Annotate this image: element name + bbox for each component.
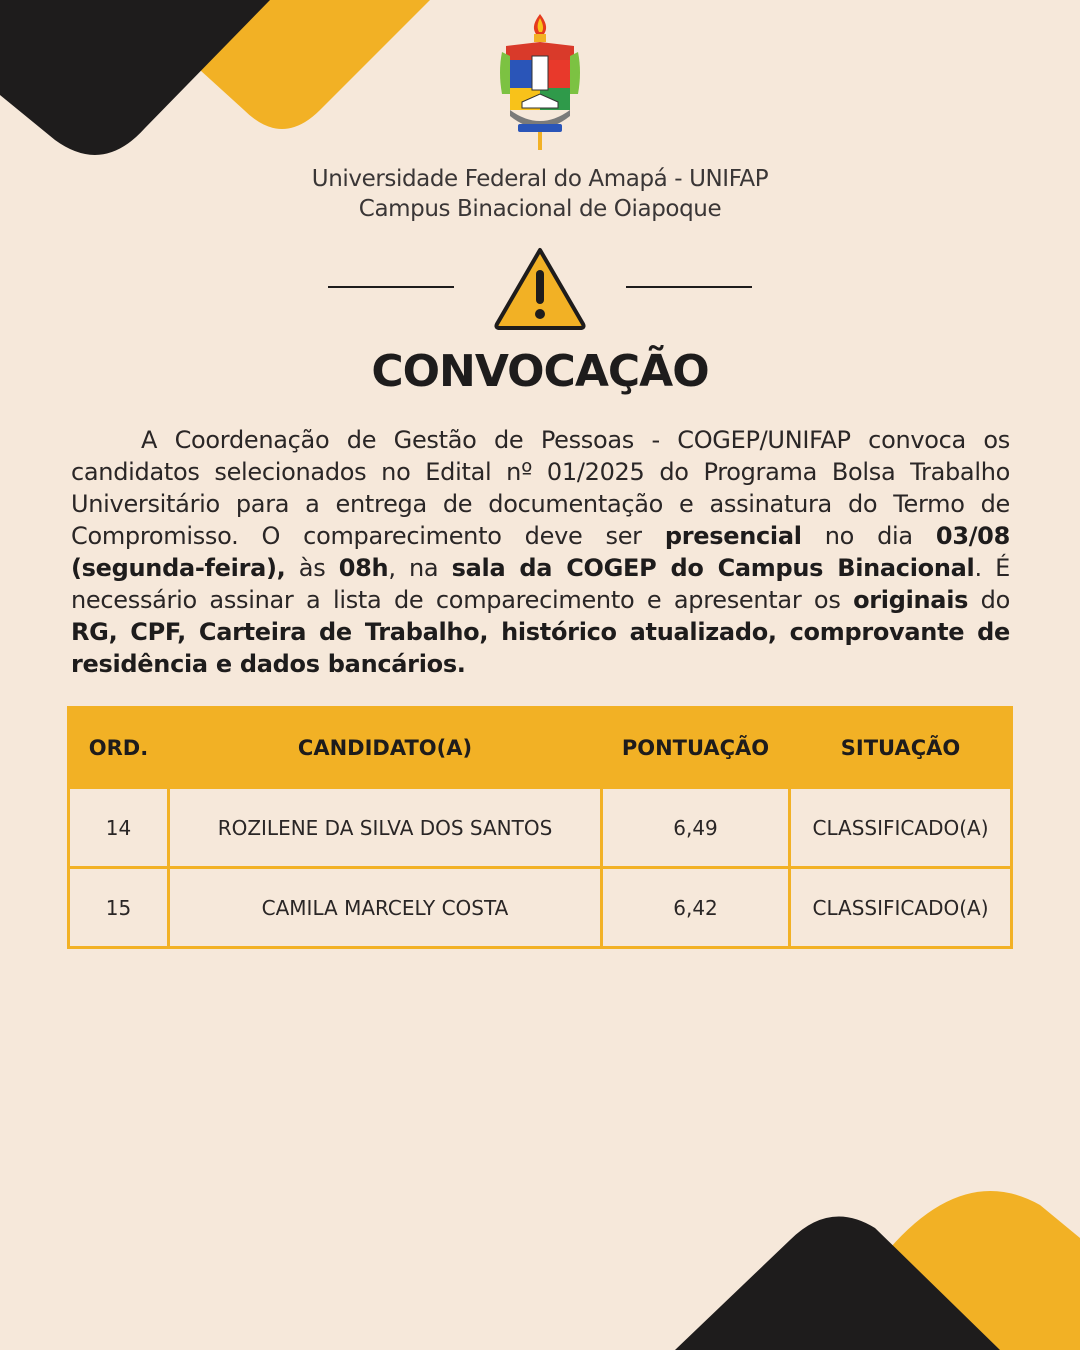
header-ord: ORD. xyxy=(69,708,169,788)
cell-status: CLASSIFICADO(A) xyxy=(790,868,1012,948)
header-candidate: CANDIDATO(A) xyxy=(169,708,602,788)
divider-right xyxy=(626,286,752,288)
page-title: CONVOCAÇÃO xyxy=(371,346,709,397)
table-row xyxy=(69,868,1012,948)
cell-score: 6,42 xyxy=(602,868,790,948)
divider-left xyxy=(328,286,454,288)
institution-header xyxy=(0,164,1080,224)
campus-name: Campus Binacional de Oiapoque xyxy=(358,196,722,222)
table-row xyxy=(69,788,1012,868)
header-status: SITUAÇÃO xyxy=(790,708,1012,788)
cell-status: CLASSIFICADO(A) xyxy=(790,788,1012,868)
header-score: PONTUAÇÃO xyxy=(602,708,790,788)
cell-ord: 14 xyxy=(69,788,169,868)
unifap-logo xyxy=(496,12,584,152)
institution-name: Universidade Federal do Amapá - UNIFAP xyxy=(311,166,769,192)
cell-score: 6,49 xyxy=(602,788,790,868)
table-header-row xyxy=(69,708,1012,788)
cell-ord: 15 xyxy=(69,868,169,948)
warning-triangle-icon xyxy=(493,246,587,330)
cell-candidate: ROZILENE DA SILVA DOS SANTOS xyxy=(169,788,602,868)
notice-paragraph: A Coordenação de Gestão de Pessoas - COGEP/UNIFAP convoca os candidatos selecionados no Edital nº 01/2025 do Programa Bolsa Trabalho Universitário para a entrega de documentação e assinatura do Termo de Compromisso. O comparecimento deve ser presencial no dia 03/08 (segunda-feira), às 08h, na sala da COGEP do Campus Binacional. É necessário assinar a lista de comparecimento e apresentar os originais do RG, CPF, Carteira de Trabalho, histórico atualizado, comprovante de residência e dados bancários. xyxy=(71,426,1010,678)
cell-candidate: CAMILA MARCELY COSTA xyxy=(169,868,602,948)
candidates-table xyxy=(67,706,1013,949)
